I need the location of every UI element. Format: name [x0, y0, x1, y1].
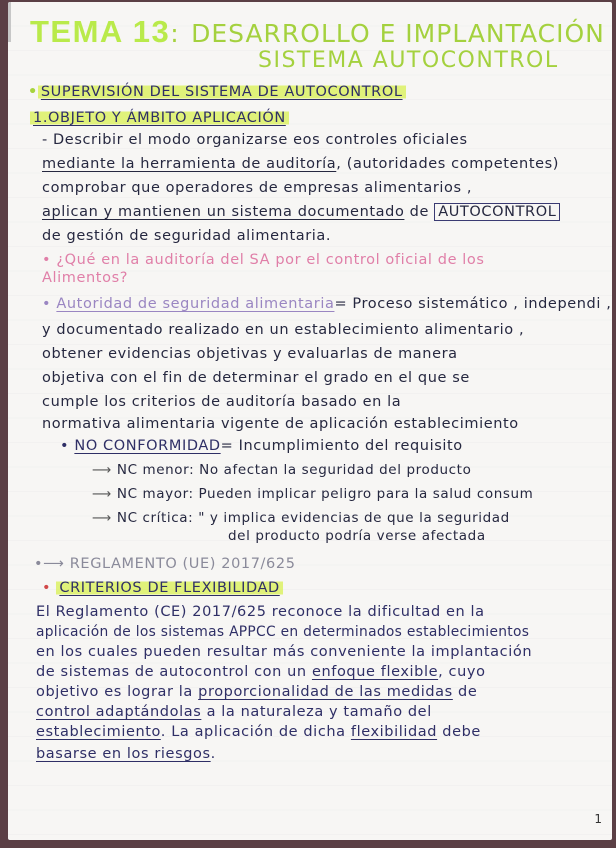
nc-item: ⟶ NC crítica: " y implica evidencias de que la seguridad — [92, 510, 510, 526]
bullet-icon: • — [42, 296, 57, 312]
arrow-right-icon: ⟶ — [92, 486, 112, 502]
autoridad-line: normativa alimentaria vigente de aplicación establecimiento — [42, 416, 519, 432]
title-separator: : — [170, 19, 180, 48]
autocontrol-boxed: AUTOCONTROL — [434, 203, 560, 221]
nc-term: NO CONFORMIDAD — [74, 438, 221, 454]
supervision-para-line: comprobar que operadores de empresas alimentarios , — [42, 180, 473, 196]
bullet-icon: • — [60, 438, 75, 454]
page-number: 1 — [594, 812, 602, 826]
criterios-line: control adaptándolas a la naturaleza y tamaño del — [36, 704, 432, 720]
criterios-line: objetivo es lograr la proporcionalidad de las medidas de — [36, 684, 478, 700]
criterios-line: aplicación de los sistemas APPCC en determinados establecimientos — [36, 624, 530, 640]
bullet-icon: • — [28, 84, 38, 100]
nc-item: ⟶ NC mayor: Pueden implicar peligro para la salud consum — [92, 486, 534, 502]
supervision-heading: • SUPERVISIÓN DEL SISTEMA DE AUTOCONTROL — [28, 82, 406, 102]
bullet-icon: • — [42, 252, 57, 268]
nc-definition: • NO CONFORMIDAD= Incumplimiento del requisito — [60, 438, 463, 454]
nc-item-continuation: del producto podría verse afectada — [228, 528, 486, 544]
title-line1: DESARROLLO E IMPLANTACIÓN — [191, 19, 605, 48]
title-tema: TEMA 13 — [30, 14, 171, 49]
supervision-para-line: aplican y mantienen un sistema documentado de AUTOCONTROL — [42, 202, 560, 222]
autoridad-line: objetiva con el fin de determinar el grado en el que se — [42, 370, 470, 386]
arrow-right-icon: ⟶ — [92, 462, 112, 478]
criterios-line: establecimiento. La aplicación de dicha flexibilidad debe — [36, 724, 481, 740]
supervision-para-line: - Describir el modo organizarse eos controles oficiales — [42, 132, 468, 148]
objeto-subheading: 1.OBJETO Y ÁMBITO APLICACIÓN — [30, 108, 289, 128]
bullet-icon: • — [42, 580, 57, 596]
reglamento-line: •⟶ REGLAMENTO (UE) 2017/625 — [34, 556, 296, 572]
bullet-icon: • — [34, 556, 44, 572]
criterios-line: basarse en los riesgos. — [36, 746, 216, 762]
arrow-right-icon: ⟶ — [92, 510, 112, 526]
criterios-heading: • CRITERIOS DE FLEXIBILIDAD — [42, 578, 283, 598]
page-margin-mark — [8, 2, 11, 42]
question-line: Alimentos? — [42, 270, 129, 286]
page-title — [30, 14, 605, 52]
autoridad-definition: • Autoridad de seguridad alimentaria= Proceso sistemático , independi , — [42, 296, 612, 312]
autoridad-line: obtener evidencias objetivas y evaluarlas de manera — [42, 346, 458, 362]
supervision-para-line: de gestión de seguridad alimentaria. — [42, 228, 332, 244]
autoridad-term: Autoridad de seguridad alimentaria — [56, 296, 335, 312]
criterios-line: en los cuales pueden resultar más conveniente la implantación — [36, 644, 533, 660]
question-line: • ¿Qué en la auditoría del SA por el control oficial de los — [42, 252, 485, 268]
autoridad-line: cumple los criterios de auditoría basado en la — [42, 394, 402, 410]
title-line2: SISTEMA AUTOCONTROL — [258, 48, 559, 73]
criterios-line: El Reglamento (CE) 2017/625 reconoce la dificultad en la — [36, 604, 485, 620]
criterios-line: de sistemas de autocontrol con un enfoque flexible, cuyo — [36, 664, 486, 680]
notebook-page — [8, 2, 612, 840]
autoridad-line: y documentado realizado en un establecimiento alimentario , — [42, 322, 525, 338]
nc-item: ⟶ NC menor: No afectan la seguridad del producto — [92, 462, 472, 478]
supervision-para-line: mediante la herramienta de auditoría, (autoridades competentes) — [42, 156, 560, 172]
